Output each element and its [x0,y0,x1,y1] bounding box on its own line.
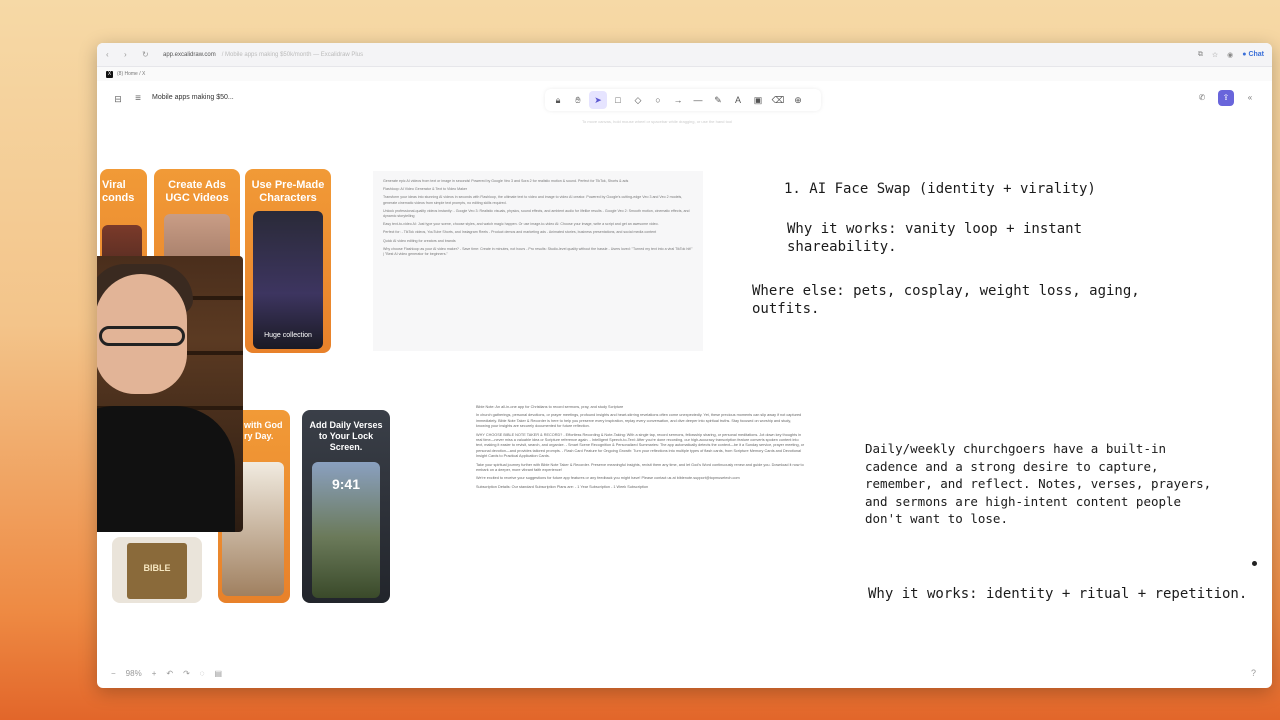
description-paragraph: WHY CHOOSE BIBLE NOTE TAKER & RECORD? - Effortless Recording & Note-Taking: With a single tap, record sermons, fellowship sharing, or personal meditations. Jot down key thoughts in real time—never miss a valuable idea or Scripture reference again. - Intelligent Speech-to-Text: After you're done recording, our high-accuracy transcription feature converts spoken content into text, making it easier to revisit, search, and organize. - Smart Scene Recognition & Personalized Summaries: The app automatically detects the context—be it a Sunday service, prayer meeting, or personal devotion—and provides tailored prompts. - Flash Card Feature for Ongoing Growth: Turn your reflections into multiple types of flash cards, from Scripture Memory Cards and Devotional Insight Cards to Practical Application Cards. [476,432,805,459]
lockscreen-clock: 9:41 [331,476,361,492]
rectangle-tool-icon[interactable]: □ [615,95,621,105]
chat-label: Chat [1248,51,1264,58]
card-headline: Add Daily Verses to Your Lock Screen. [309,420,383,452]
card-headline: with God ry Day. [244,420,283,441]
library-icon[interactable]: ⊟ [114,94,122,104]
hamburger-menu-icon[interactable]: ≡ [135,93,141,104]
phone-icon[interactable]: ✆ [1198,93,1206,102]
browser-window [97,43,1272,688]
person-glasses [99,326,185,346]
address-bar [97,43,1272,67]
extension-icon[interactable]: ⧉ [1197,50,1203,58]
reload-icon[interactable]: ↻ [142,50,149,59]
description-paragraph: Bible Note: An all-in-one app for Christians to record sermons, pray, and study Scripture [476,405,624,409]
description-paragraph: Easy text-to-video AI: Just type your scene, choose styles, and watch magic happen. Or use image-to-video AI: Choose your image, write a script and get an awesome video. [383,222,659,227]
app-description-bible-note [476,405,806,605]
draw-tool-icon[interactable]: ✎ [714,95,722,105]
redo-icon[interactable]: ↷ [183,669,190,678]
text-tool-icon[interactable]: A [734,95,741,105]
eraser-tool-icon[interactable]: ⌫ [771,95,785,105]
card-headline: Use Pre-Made Characters [251,179,325,204]
app-screenshot [312,462,380,598]
bible-book-label: BIBLE [143,563,171,573]
description-paragraph: Flashloop: AI Video Generator & Text to Video Maker [383,187,468,192]
app-card-bible-book[interactable] [112,537,202,603]
comment-icon[interactable]: ◌ [199,669,205,678]
zoom-out-icon[interactable]: − [111,669,116,678]
note-face-swap-where[interactable]: Where else: pets, cosplay, weight loss, aging, outfits. [752,283,1140,317]
drawing-toolbar [545,89,821,111]
zoom-level[interactable]: 98% [125,669,142,678]
arrow-tool-icon[interactable]: → [673,95,683,105]
zoom-in-icon[interactable]: + [151,669,157,678]
undo-icon[interactable]: ↶ [166,669,174,678]
diamond-tool-icon[interactable]: ◇ [634,95,642,105]
tab-title: / Mobile apps making $50k/month — Excalidraw Plus [221,51,364,58]
toolbar-hint: To move canvas, hold mouse wheel or spacebar while dragging, or use the hand tool [582,119,733,124]
bookmark-star-icon[interactable]: ☆ [1211,51,1219,59]
url-text[interactable]: app.excalidraw.com [163,51,216,58]
share-icon[interactable]: ⇪ [1218,90,1234,106]
card-caption: Huge collection [264,332,312,339]
bible-book-image [127,543,187,599]
hand-tool-icon[interactable]: ✋︎ [575,95,581,105]
library-panel-icon[interactable]: ▤ [214,669,223,678]
webcam-overlay [97,256,243,532]
note-church-insight[interactable]: Daily/weekly churchgoers have a built-in cadence and a strong desire to capture, remember, and reflect. Notes, verses, prayers, and sermons are high-intent content people don't want to lose. [865,441,1212,526]
description-paragraph: Take your spiritual journey further with Bible Note Taker & Recorder. Preserve meaningful insights, revisit them any time, and let God's Word continuously renew and guide you. Download it now to embark on a deeper, more vibrant faith experience! [476,462,804,473]
note-church-why[interactable]: Why it works: identity + ritual + repetition. [868,586,1248,602]
description-paragraph: Unlock professional-quality videos instantly: - Google Veo 3: Realistic visuals, physics, sound effects, and ambient audio for lifelike results - Google Veo 2: Smooth motion, cinematic effects, and dynamic storytelling [383,208,690,219]
excalidraw-app-bar [97,87,1272,111]
bookmarks-bar [97,67,1272,81]
image-tool-icon[interactable]: ▣ [753,95,763,105]
person-shirt [97,406,235,532]
description-paragraph: In church gatherings, personal devotions, or prayer meetings, profound insights and heart-stirring revelations often come unexpectedly. Yet, these precious moments can slip away if not captured immediately. Bible Note Taker & Recorder is here to help you preserve every inspiration, replay every conversation, and dive deeper into spiritual truths. Stay focused on worship and study, knowing your insights are securely documented for future reflection. [476,413,802,429]
app-description-flashloop [373,171,703,351]
x-logo-icon: X [107,70,112,77]
description-paragraph: Transform your ideas into stunning AI videos in seconds with Flashloop, the ultimate text to video and image to video AI creator. Powered by Google's cutting-edge Veo 3 and Veo 2 models, generate cinematic videos from simple text prompts, no editing skills required. [383,195,683,205]
line-tool-icon[interactable]: — [693,95,703,105]
app-screenshot [253,211,323,349]
note-face-swap-why[interactable]: Why it works: vanity loop + instant shareability. [787,221,1083,255]
chat-button[interactable]: ● Chat [1242,51,1264,58]
selection-tool-icon[interactable]: ➤ [589,91,607,109]
description-paragraph: Quick AI video editing for creators and brands [383,238,456,243]
help-icon[interactable]: ? [1250,668,1256,678]
card-headline: Viral conds [102,179,135,204]
document-title[interactable]: Mobile apps making $50... [152,94,234,101]
description-paragraph: Subscription Details: Our standard Subscription Plans are: - 1 Year Subscription - 1 Week Subscription [476,484,649,489]
description-paragraph: We're excited to receive your suggestions for future app features or any feedback you might have! Please contact us at biblenote.support@topmusetech.com [476,476,740,481]
ellipse-tool-icon[interactable]: ○ [655,95,661,105]
zoom-controls [111,669,222,678]
app-card-characters[interactable] [245,169,331,353]
bookmark-item[interactable]: (8) Home / X [117,71,146,77]
more-tools-icon[interactable]: ⊕ [794,95,802,105]
lock-icon[interactable]: 🔒︎ [555,95,561,105]
note-face-swap-title[interactable]: 1. AI Face Swap (identity + virality) [784,181,1096,197]
description-paragraph: Why choose Flashloop as your AI video maker? - Save time: Create in minutes, not hours - Pro results: Studio-level quality without the hassle - Users loved: "Turned my text into a viral TikTok hit!" | "Best AI video generator for beginners." [383,246,693,257]
collapse-icon[interactable]: « [1247,93,1253,102]
profile-icon[interactable]: ◉ [1227,51,1234,59]
description-paragraph: Generate epic AI videos from text or image in seconds! Powered by Google Veo 3 and Sora 2 for realistic motion & sound. Perfect for TikTok, Shorts & ads [383,179,629,183]
app-card-daily-verses[interactable] [302,410,390,603]
description-paragraph: Perfect for: - TikTok videos, YouTube Shorts, and Instagram Reels - Product demos and marketing ads - Animated stories, business presentations, and social media content [383,230,657,235]
forward-icon[interactable]: › [124,50,127,59]
cursor-dot [1252,561,1257,566]
back-icon[interactable]: ‹ [106,50,109,59]
card-headline: Create Ads UGC Videos [165,179,229,204]
